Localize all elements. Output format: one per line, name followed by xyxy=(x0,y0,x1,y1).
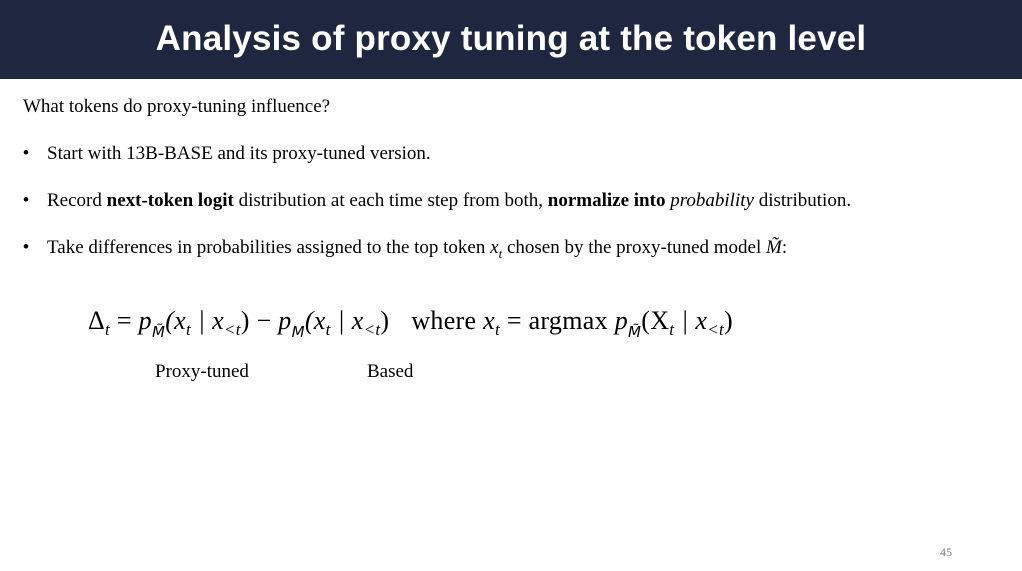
eq-bar1-sub: <t xyxy=(223,320,241,339)
eq-arg2: (x xyxy=(304,306,326,335)
bullet-text-pre: Record xyxy=(47,190,107,211)
eq-bar2-sub: <t xyxy=(363,320,381,339)
bullet-dot-icon: • xyxy=(23,190,29,209)
bullet-text-pre: Take differences in probabilities assigned to the top token xyxy=(47,237,491,258)
eq-equals: = xyxy=(110,306,139,335)
eq-p-argmax: p xyxy=(614,306,628,335)
eq-where-x: x xyxy=(483,306,495,335)
eq-close1: ) − xyxy=(240,306,279,335)
bullet-model-symbol: M̃ xyxy=(766,237,782,258)
bullet-var-x: x xyxy=(490,237,499,258)
bullet-item-start xyxy=(23,143,851,190)
delta-equation xyxy=(88,306,733,341)
eq-p-proxy-sub: M̃ xyxy=(151,323,166,341)
eq-arg3-sub: t xyxy=(669,320,675,339)
bullet-bold-normalize: normalize into xyxy=(547,190,666,211)
bullet-text: Start with 13B-BASE and its proxy-tuned version. xyxy=(47,143,431,164)
bullet-dot-icon: • xyxy=(23,237,29,256)
eq-bar2: | x xyxy=(330,306,364,335)
eq-bar1: | x xyxy=(191,306,224,335)
eq-arg3: (X xyxy=(641,306,670,335)
eq-arg1-sub: t xyxy=(186,320,192,339)
bullet-item-record xyxy=(23,190,851,237)
eq-p-base: p xyxy=(278,306,292,335)
bullet-var-sub: t xyxy=(498,245,503,261)
eq-close2: ) xyxy=(380,306,390,335)
eq-p-proxy: p xyxy=(138,306,152,335)
title-bar xyxy=(0,0,1022,79)
bullet-text-mid: chosen by the proxy-tuned model xyxy=(502,237,767,258)
bullet-text-post: : xyxy=(781,237,788,258)
eq-delta-sub: t xyxy=(105,320,111,339)
eq-p-base-sub: M xyxy=(291,323,305,341)
bullet-list xyxy=(23,143,851,284)
eq-p-argmax-sub: M̃ xyxy=(628,323,642,341)
slide-title: Analysis of proxy tuning at the token level xyxy=(155,18,867,58)
bullet-bold-logit: next-token logit xyxy=(106,190,234,211)
bullet-italic-probability: probability xyxy=(670,190,754,211)
bullet-dot-icon: • xyxy=(23,143,29,162)
eq-close3: ) xyxy=(724,306,733,335)
eq-bar3-sub: <t xyxy=(707,320,725,339)
eq-where-x-sub: t xyxy=(495,320,501,339)
bullet-text-mid: distribution at each time step from both, xyxy=(233,190,548,211)
eq-where: where xyxy=(411,306,484,335)
label-based: Based xyxy=(367,361,414,382)
page-number: 45 xyxy=(940,545,952,559)
eq-bar3: | x xyxy=(674,306,708,335)
eq-delta: Δ xyxy=(88,306,106,335)
bullet-item-differences xyxy=(23,237,851,284)
bullet-text-post: distribution. xyxy=(753,190,852,211)
eq-arg2-sub: t xyxy=(325,320,331,339)
eq-argmax: = argmax xyxy=(500,306,615,335)
label-proxy-tuned: Proxy-tuned xyxy=(155,361,249,382)
eq-arg1: (x xyxy=(165,306,187,335)
intro-question: What tokens do proxy-tuning influence? xyxy=(23,96,331,117)
